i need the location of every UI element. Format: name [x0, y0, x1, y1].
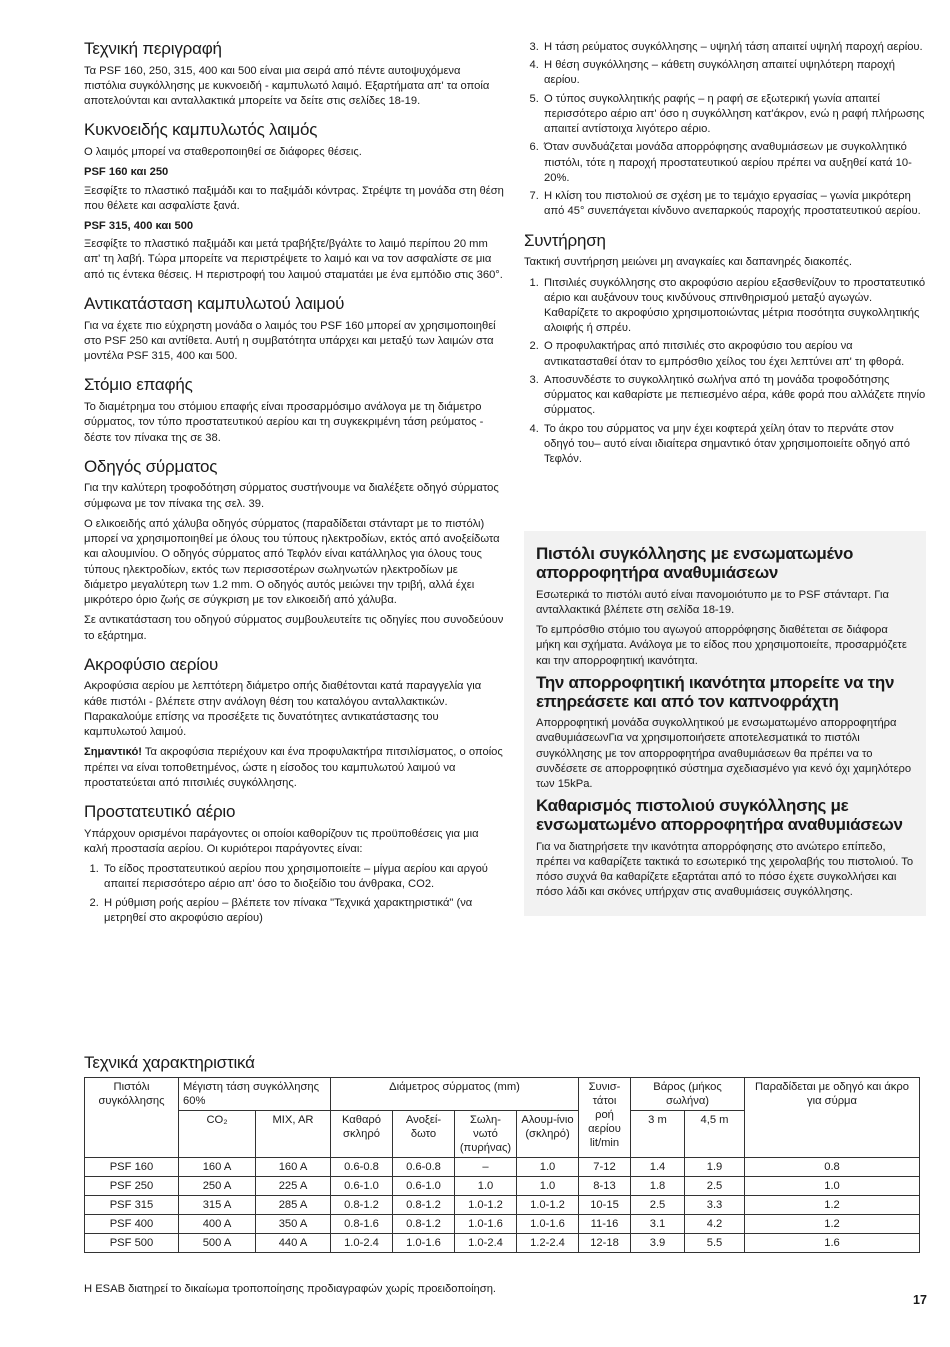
table-cell: 1.9 — [685, 1158, 745, 1177]
header-gas-flow: Συνισ-τάτοι ροή αερίου lit/min — [579, 1078, 631, 1158]
table-cell: 3.9 — [631, 1234, 685, 1253]
paragraph: Εσωτερικά το πιστόλι αυτό είναι πανομοιότυπο με το PSF στάνταρτ. Για ανταλλακτικά βλέπετε στη σελίδα 18-19. — [536, 588, 889, 616]
table-cell: PSF 315 — [85, 1196, 179, 1215]
important-text: Τα ακροφύσια περιέχουν και ένα προφυλακτήρα πιτσιλίσματος, ο οποίος πρέπει να είναι τοποθετημένος, ώστε η είσοδος του καμπυλωτού λαιμού να προστατεύεται από πιτσιλιές συγκόλλησης. — [84, 746, 503, 789]
header-max-voltage: Μέγιστη τάση συγκόλλησης 60% — [179, 1078, 331, 1111]
table-cell: 1.0-1.2 — [455, 1196, 517, 1215]
header-wire-diameter: Διάμετρος σύρματος (mm) — [331, 1078, 579, 1111]
table-cell: 250 A — [179, 1177, 256, 1196]
table-cell: 285 A — [256, 1196, 331, 1215]
heading-swan-neck: Κυκνοειδής καμπυλωτός λαιμός — [84, 120, 318, 140]
subheading: PSF 160 και 250 — [84, 166, 169, 179]
table-cell: 1.2-2.4 — [517, 1234, 579, 1253]
paragraph: Τακτική συντήρηση μειώνει μη αναγκαίες και δαπανηρές διακοπές. — [524, 256, 853, 269]
table-cell: 1.0 — [517, 1158, 579, 1177]
table-cell: 1.4 — [631, 1158, 685, 1177]
list-item: 1. Το είδος προστατευτικού αερίου που χρησιμοποιείτε – μίγμα αερίου και αργού απαιτεί περισσότερο αέριο απ' όσο το διοξείδιο του άνθρακα, CO2. — [102, 862, 504, 892]
table-cell: 0.8-1.2 — [331, 1196, 393, 1215]
list-item: 7. Η κλίση του πιστολιού σε σχέση με το τεμάχιο εργασίας – γωνία μικρότερη από 45° συνεπάγεται κίνδυνο ανεπαρκούς παροχής προστατευτικού αερίου. — [542, 189, 926, 219]
paragraph: Για να διατηρήσετε την ικανότητα απορρόφησης στο ανώτερο επίπεδο, πρέπει να καθαρίζετε τακτικά το εσωτερικό της χειρολαβής του πιστολιού. Το πόσο συχνά θα καθαρίζετε εξαρτάται από το πόσο έχετε συγκολλήσει και πόσο λάδι και σκόνες υπήρχαν στις αναθυμιάσεις συγκόλλησης. — [536, 840, 914, 899]
heading-maintenance: Συντήρηση — [524, 230, 606, 250]
table-cell: 1.0-2.4 — [331, 1234, 393, 1253]
table-row — [85, 1196, 920, 1215]
paragraph — [84, 745, 504, 791]
paragraph: Σε αντικατάσταση του οδηγού σύρματος συμβουλευτείτε τις οδηγίες που συνοδεύουν το εξάρτημα. — [84, 614, 504, 642]
paragraph: Το διαμέτρημα του στόμιου επαφής είναι προσαρμόσιμο ανάλογα με τη διάμετρο σύρματος, τον τύπο προστατευτικού αερίου και τη συγκεκριμένη τάση ρεύματος - δέστε τον πίνακα της σε 38. — [84, 401, 484, 444]
table-row — [85, 1177, 920, 1196]
heading-technical-data: Τεχνικά χαρακτηριστικά — [84, 1053, 255, 1072]
list-item: 2. Η ρύθμιση ροής αερίου – βλέπετε τον πίνακα "Τεχνικά χαρακτηριστικά" (να μετρηθεί στο ακροφύσιο αερίου) — [102, 896, 504, 926]
table-cell: 10-15 — [579, 1196, 631, 1215]
header-delivered-with: Παραδίδεται με οδηγό και άκρο για σύρμα — [745, 1078, 920, 1158]
right-column — [524, 40, 926, 916]
header-aluminium: Αλουμ-ίνιο (σκληρό) — [517, 1111, 579, 1158]
heading-shielding-gas: Προστατευτικό αέριο — [84, 802, 236, 822]
table-row — [85, 1215, 920, 1234]
table-cell: 0.8-1.2 — [393, 1196, 455, 1215]
table-cell: 350 A — [256, 1215, 331, 1234]
table-cell: 5.5 — [685, 1234, 745, 1253]
table-cell: 1.0-1.6 — [393, 1234, 455, 1253]
table-cell: 7-12 — [579, 1158, 631, 1177]
table-cell: PSF 500 — [85, 1234, 179, 1253]
header-3m: 3 m — [631, 1111, 685, 1158]
heading-gas-nozzle: Ακροφύσιο αερίου — [84, 654, 219, 674]
list-item: 6. Όταν συνδυάζεται μονάδα απορρόφησης αναθυμιάσεων με συγκολλητικό πιστόλι, τότε η παροχή προστατευτικού αερίου πρέπει να αυξηθεί κατά 10-20%. — [542, 140, 926, 186]
paragraph: Απορροφητική μονάδα συγκολλητικού με ενσωματωμένο απορροφητήρα αναθυμιάσεωνΓια να χρησιμοποιήσετε αποτελεσματικά το πιστόλι συγκόλλησης με τον απορροφητήρα αναθυμιάσεων θα πρέπει να το συνδέσετε σε απορροφητικό σύστημα σχεδιασμένο για κενό όχι χαμηλότερο των 15kPa. — [536, 717, 912, 791]
left-column — [84, 40, 504, 931]
table-cell: 1.2 — [745, 1196, 920, 1215]
table-cell: 440 A — [256, 1234, 331, 1253]
list-item: 2. Ο προφυλακτήρας από πιτσιλιές στο ακροφύσιο του αερίου να αντικατασταθεί όταν το εμπρόσθιο χείλος του έχει λεπτύνει απ' τη φθορά. — [542, 339, 926, 369]
table-cell: 0.6-0.8 — [393, 1158, 455, 1177]
header-tubular: Σωλη-νωτό (πυρήνας) — [455, 1111, 517, 1158]
heading-wire-guide: Οδηγός σύρματος — [84, 456, 218, 476]
table-cell: PSF 400 — [85, 1215, 179, 1234]
table-cell: 0.8-1.2 — [393, 1215, 455, 1234]
fume-extraction-box — [524, 531, 926, 915]
gas-factor-list — [84, 862, 504, 926]
table-cell: – — [455, 1158, 517, 1177]
header-mix-ar: MIX, AR — [256, 1111, 331, 1158]
header-weight: Βάρος (μήκος σωλήνα) — [631, 1078, 745, 1111]
list-item: 5. Ο τύπος συγκολλητικής ραφής – η ραφή σε εξωτερική γωνία απαιτεί περισσότερο αέριο απ' όσο η συγκόλληση κατ'άκρον, ενώ η ραφή πλήρωσης απαιτεί αντίστοιχα λιγότερο αέριο. — [542, 92, 926, 138]
list-item: 4. Το άκρο του σύρματος να μην έχει κοφτερά χείλη όταν το περνάτε στον οδηγό του– αυτό είναι ιδιαίτερα σημαντικό όταν χρησιμοποιείτε οδηγό από Τεφλόν. — [542, 422, 926, 468]
table-cell: 1.0-1.6 — [517, 1215, 579, 1234]
header-4-5m: 4,5 m — [685, 1111, 745, 1158]
paragraph: Ο λαιμός μπορεί να σταθεροποιηθεί σε διάφορες θέσεις. — [84, 146, 362, 159]
header-stainless: Ανοξεί-δωτο — [393, 1111, 455, 1158]
table-cell: 11-16 — [579, 1215, 631, 1234]
table-cell: 0.6-0.8 — [331, 1158, 393, 1177]
table-cell: 1.6 — [745, 1234, 920, 1253]
paragraph: Τα PSF 160, 250, 315, 400 και 500 είναι μια σειρά από πέντε αυτοψυχόμενα πιστόλια συγκόλλησης με κυκνοειδή - καμπυλωτό λαιμό. Εξαρτήματα απ' τα οποία αποτελούνται και ανταλλακτικά μπορείτε να δείτε στις σελίδες 18-19. — [84, 64, 490, 108]
table-cell: 160 A — [179, 1158, 256, 1177]
table-cell: 315 A — [179, 1196, 256, 1215]
table-cell: 0.6-1.0 — [393, 1177, 455, 1196]
table-cell: 3.3 — [685, 1196, 745, 1215]
table-cell: 1.8 — [631, 1177, 685, 1196]
table-cell: 1.0-1.2 — [517, 1196, 579, 1215]
table-cell: 8-13 — [579, 1177, 631, 1196]
table-cell: 2.5 — [685, 1177, 745, 1196]
table-cell: 2.5 — [631, 1196, 685, 1215]
maintenance-list — [524, 276, 926, 468]
table-cell: PSF 160 — [85, 1158, 179, 1177]
header-solid: Καθαρό σκληρό — [331, 1111, 393, 1158]
table-cell: 400 A — [179, 1215, 256, 1234]
paragraph: Ξεσφίξτε το πλαστικό παξιμάδι και το παξιμάδι κόντρας. Στρέψτε τη μονάδα στη θέση που θέλετε και ασφαλίστε ξανά. — [84, 184, 504, 212]
table-cell: 0.8 — [745, 1158, 920, 1177]
paragraph: Το εμπρόσθιο στόμιο του αγωγού απορρόφησης διαθέτεται σε διάφορα μήκη και σχήματα. Ανάλογα με το είδος που χρησιμοποιείτε, προσαρμόζετε και την απορροφητική ικανότητα. — [536, 624, 907, 667]
page-number: 17 — [913, 1293, 927, 1307]
table-cell: 1.0-1.6 — [455, 1215, 517, 1234]
heading-fume-extraction-gun: Πιστόλι συγκόλλησης με ενσωματωμένο απορροφητήρα αναθυμιάσεων — [536, 544, 854, 582]
heading-cleaning: Καθαρισμός πιστολιού συγκόλλησης με ενσωματωμένο απορροφητήρα αναθυμιάσεων — [536, 796, 903, 835]
footer-disclaimer: Η ESAB διατηρεί το δικαίωμα τροποποίησης προδιαγραφών χωρίς προειδοποίηση. — [84, 1283, 497, 1295]
paragraph: Ακροφύσια αερίου με λεπτότερη διάμετρο οπής διαθέτονται κατά παραγγελία για κάθε πιστόλι - βλέπετε στην ανάλογη θέση του καταλόγου ανταλλακτικών. Παρακαλούμε επίσης να προσέξετε τις δυνατότητες αντικατάστασης του καμπυλωτού λαιμού. — [84, 680, 482, 739]
list-item: 4. Η θέση συγκόλλησης – κάθετη συγκόλληση απαιτεί υψηλότερη παροχή αερίου. — [542, 58, 926, 88]
header-co2: CO₂ — [179, 1111, 256, 1158]
table-cell: 0.6-1.0 — [331, 1177, 393, 1196]
table-cell: 1.0 — [745, 1177, 920, 1196]
table-cell: 1.2 — [745, 1215, 920, 1234]
technical-data-table — [84, 1077, 920, 1253]
table-cell: 225 A — [256, 1177, 331, 1196]
paragraph: Για την καλύτερη τροφοδότηση σύρματος συστήνουμε να διαλέξετε οδηγό σύρματος σύμφωνα με τον πίνακα της σελ. 39. — [84, 482, 499, 510]
paragraph: Ο ελικοειδής από χάλυβα οδηγός σύρματος (παραδίδεται στάνταρτ με το πιστόλι) μπορεί να χρησιμοποιηθεί με όλους του τύπους ηλεκτροδίων, εκτός από ανοξείδωτα και αλουμινίου. Ο οδηγός σύρματος από Τεφλόν είναι κατάλληλος για όλους τους τύπους ηλεκτροδίων, εκτός των περισσοτέρων σωληνωτών ηλεκτροδίων με διάμετρο μεγαλύτερη των 1.2 mm. Ο οδηγός αυτός μειώνει την τριβή, αλλά έχει μικρότερο όριο ζωής σε σύγκριση με τον ελικοειδή από χάλυβα. — [84, 517, 500, 607]
table-cell: 1.0 — [455, 1177, 517, 1196]
list-item: 1. Πιτσιλιές συγκόλλησης στο ακροφύσιο αερίου εξασθενίζουν το προστατευτικό αέριο και αυξάνουν τους κινδύνους σπινθηρισμού μεταξύ αγωγών. Καθαρίζετε το ακροφύσιο χρησιμοποιώντας μέτρια ποσότητα συγκολλητικής αλοιφής ή σπρέυ. — [542, 276, 926, 337]
header-gun: Πιστόλι συγκόλλησης — [85, 1078, 179, 1158]
table-row — [85, 1234, 920, 1253]
gas-factor-list-continued — [524, 40, 926, 220]
table-cell: 3.1 — [631, 1215, 685, 1234]
list-item: 3. Αποσυνδέστε το συγκολλητικό σωλήνα από τη μονάδα τροφοδότησης σύρματος και καθαρίστε με πεπιεσμένο αέρα, κάθε φορά που αλλάζετε πηνίο σύρματος. — [542, 373, 926, 419]
table-row — [85, 1158, 920, 1177]
table-cell: 160 A — [256, 1158, 331, 1177]
paragraph: Υπάρχουν ορισμένοι παράγοντες οι οποίοι καθορίζουν τις προϋποθέσεις για μια καλή προστασία αερίου. Οι κυριότεροι παράγοντες είναι: — [84, 827, 479, 856]
heading-extraction-capacity: Την απορροφητική ικανότητα μπορείτε να την επηρεάσετε και από τον καπνοφράχτη — [536, 672, 895, 711]
heading-neck-replacement: Αντικατάσταση καμπυλωτού λαιμού — [84, 293, 345, 313]
paragraph: Ξεσφίξτε το πλαστικό παξιμάδι και μετά τραβήξτε/βγάλτε το λαιμό περίπου 20 mm απ' τη λαβή. Τώρα μπορείτε να περιστρέψετε το λαιμό και να τον ασφαλίστε σε μια από τις έντεκα θέσεις. Η περιστροφή του λαιμού σταματάει με ένα εμπόδιο στις 360°. — [84, 238, 503, 281]
table-cell: 1.0 — [517, 1177, 579, 1196]
paragraph: Για να έχετε πιο εύχρηστη μονάδα ο λαιμός του PSF 160 μπορεί αν χρησιμοποιηθεί στο PSF 250 και αντίθετα. Αυτή η συμβατότητα υπάρχει και μεταξύ των λαιμών στα μοντέλα PSF 315, 400 και 500. — [84, 319, 496, 363]
important-label: Σημαντικό! — [84, 746, 143, 759]
table-cell: 12-18 — [579, 1234, 631, 1253]
heading-technical-description: Τεχνική περιγραφή — [84, 39, 222, 58]
subheading: PSF 315, 400 και 500 — [84, 220, 194, 233]
table-cell: 0.8-1.6 — [331, 1215, 393, 1234]
table-cell: 500 A — [179, 1234, 256, 1253]
table-cell: 4.2 — [685, 1215, 745, 1234]
table-cell: PSF 250 — [85, 1177, 179, 1196]
table-cell: 1.0-2.4 — [455, 1234, 517, 1253]
heading-contact-tip: Στόμιο επαφής — [84, 375, 193, 395]
list-item: 3. Η τάση ρεύματος συγκόλλησης – υψηλή τάση απαιτεί υψηλή παροχή αερίου. — [542, 40, 926, 55]
